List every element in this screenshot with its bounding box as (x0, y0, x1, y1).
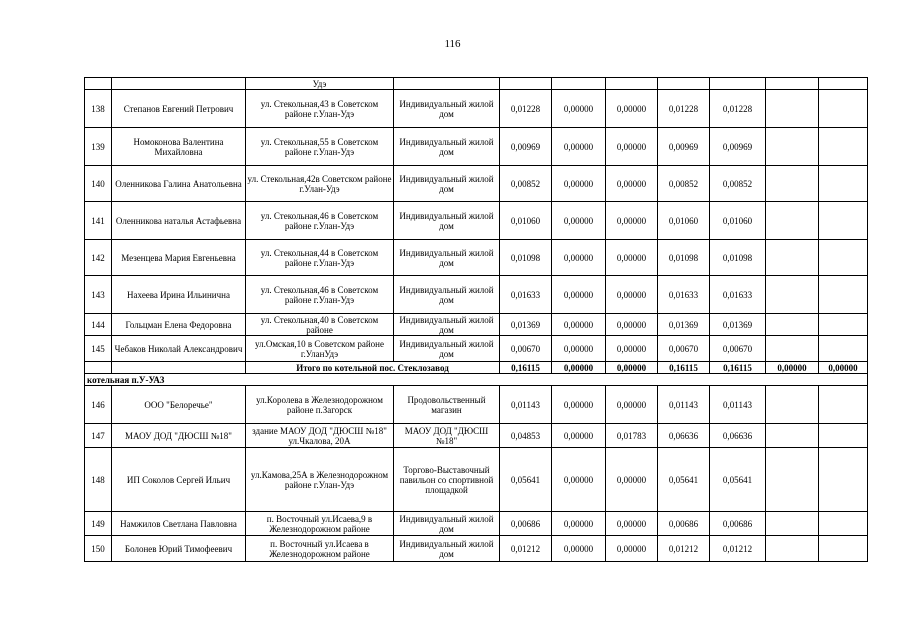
value-v1: 0,01060 (500, 202, 552, 240)
data-table (84, 77, 868, 562)
value-v2: 0,00000 (552, 512, 606, 536)
value-v4: 0,01098 (658, 240, 710, 276)
value-v5: 0,01228 (710, 90, 766, 128)
value-v4: 0,01143 (658, 386, 710, 424)
empty-cell-6 (766, 202, 819, 240)
total-v3: 0,00000 (606, 362, 658, 374)
value-v2: 0,00000 (552, 386, 606, 424)
table-row (85, 386, 868, 424)
row-number: 142 (85, 240, 112, 276)
owner-name: Оленникова Галина Анатольевна (112, 166, 246, 202)
value-v2: 0,00000 (552, 276, 606, 314)
value-v3: 0,00000 (606, 276, 658, 314)
address-cell: п. Восточный ул.Исаева,9 в Железнодорожном районе (246, 512, 394, 536)
owner-name: Гольцман Елена Федоровна (112, 314, 246, 336)
owner-name: Нахеева Ирина Ильинична (112, 276, 246, 314)
value-v2: 0,00000 (552, 202, 606, 240)
empty-cell-7 (819, 512, 868, 536)
value-v2: 0,00000 (552, 448, 606, 512)
empty-cell-6 (766, 512, 819, 536)
value-v1: 0,00686 (500, 512, 552, 536)
object-type: МАОУ ДОД "ДЮСШ №18" (394, 424, 500, 448)
table-row (85, 424, 868, 448)
value-v4: 0,00852 (658, 166, 710, 202)
value-v5: 0,01098 (710, 240, 766, 276)
object-type: Торгово-Выставочный павильон со спортивной площадкой (394, 448, 500, 512)
empty-cell-7 (819, 314, 868, 336)
page-number: 116 (444, 38, 461, 50)
table-row (85, 166, 868, 202)
total-v2: 0,00000 (552, 362, 606, 374)
value-v3: 0,01783 (606, 424, 658, 448)
address-cell: здание МАОУ ДОД "ДЮСШ №18" ул.Чкалова, 20А (246, 424, 394, 448)
object-type: Индивидуальный жилой дом (394, 202, 500, 240)
total-v5: 0,16115 (710, 362, 766, 374)
value-v2: 0,00000 (552, 240, 606, 276)
address-cell: ул. Стекольная,40 в Советском районе (246, 314, 394, 336)
total-v4: 0,16115 (658, 362, 710, 374)
empty-cell-6 (766, 240, 819, 276)
owner-name: Оленникова наталья Астафьевна (112, 202, 246, 240)
object-type: Индивидуальный жилой дом (394, 536, 500, 562)
value-v1: 0,04853 (500, 424, 552, 448)
empty-cell-7 (819, 336, 868, 362)
owner-name: Мезенцева Мария Евгеньевна (112, 240, 246, 276)
row-number: 143 (85, 276, 112, 314)
value-v1: 0,01633 (500, 276, 552, 314)
empty-cell-6 (766, 536, 819, 562)
object-type: Индивидуальный жилой дом (394, 90, 500, 128)
value-v3: 0,00000 (606, 536, 658, 562)
section-label: котельная п.У-УАЗ (85, 374, 868, 386)
row-number: 139 (85, 128, 112, 166)
row-number: 148 (85, 448, 112, 512)
value-v3: 0,00000 (606, 314, 658, 336)
table-row (85, 90, 868, 128)
object-type: Индивидуальный жилой дом (394, 512, 500, 536)
value-v3: 0,00000 (606, 448, 658, 512)
value-v2: 0,00000 (552, 128, 606, 166)
address-cell: ул.Королева в Железнодорожном районе п.Загорск (246, 386, 394, 424)
object-type: Продовольственный магазин (394, 386, 500, 424)
value-v4: 0,01633 (658, 276, 710, 314)
section-header (85, 374, 868, 386)
address-cell: ул. Стекольная,46 в Советском районе г.Улан-Удэ (246, 202, 394, 240)
empty-cell-6 (766, 90, 819, 128)
value-v5: 0,01143 (710, 386, 766, 424)
table-row (85, 536, 868, 562)
total-v1: 0,16115 (500, 362, 552, 374)
total-label: Итого по котельной пос. Стеклозавод (246, 362, 500, 374)
address-cell: ул. Стекольная,46 в Советском районе г.Улан-Удэ (246, 276, 394, 314)
table-row (85, 336, 868, 362)
value-v1: 0,01143 (500, 386, 552, 424)
value-v5: 0,00969 (710, 128, 766, 166)
empty-cell-7 (819, 166, 868, 202)
row-number: 140 (85, 166, 112, 202)
object-type: Индивидуальный жилой дом (394, 314, 500, 336)
value-v3: 0,00000 (606, 386, 658, 424)
empty-cell-7 (819, 448, 868, 512)
owner-name: МАОУ ДОД "ДЮСШ №18" (112, 424, 246, 448)
address-cell: ул. Стекольная,55 в Советском районе г.Улан-Удэ (246, 128, 394, 166)
value-v4: 0,00670 (658, 336, 710, 362)
value-v2: 0,00000 (552, 314, 606, 336)
empty-cell (85, 362, 112, 374)
empty-cell-7 (819, 202, 868, 240)
empty-cell-7 (819, 90, 868, 128)
value-v3: 0,00000 (606, 336, 658, 362)
owner-name: Номоконова Валентина Михайловна (112, 128, 246, 166)
address-cell: ул.Омская,10 в Советском районе г.УланУдэ (246, 336, 394, 362)
value-v5: 0,01369 (710, 314, 766, 336)
value-v4: 0,01060 (658, 202, 710, 240)
row-number: 138 (85, 90, 112, 128)
table-row (85, 78, 868, 90)
empty-cell-7 (819, 128, 868, 166)
address-cell: ул. Стекольная,43 в Советском районе г.Улан-Удэ (246, 90, 394, 128)
value-v5: 0,05641 (710, 448, 766, 512)
row-number: 146 (85, 386, 112, 424)
row-number: 150 (85, 536, 112, 562)
empty-cell-6 (766, 314, 819, 336)
value-v4: 0,06636 (658, 424, 710, 448)
value-v5: 0,01633 (710, 276, 766, 314)
total-row (85, 362, 868, 374)
value-v3: 0,00000 (606, 166, 658, 202)
empty-cell-7 (819, 240, 868, 276)
empty-cell-6 (766, 424, 819, 448)
row-number: 149 (85, 512, 112, 536)
row-number: 147 (85, 424, 112, 448)
address-cell: ул.Камова,25А в Железнодорожном районе г.Улан-Удэ (246, 448, 394, 512)
empty-cell-6 (766, 336, 819, 362)
object-type: Индивидуальный жилой дом (394, 128, 500, 166)
address-cell: п. Восточный ул.Исаева в Железнодорожном районе (246, 536, 394, 562)
value-v4: 0,01228 (658, 90, 710, 128)
total-v7: 0,00000 (819, 362, 868, 374)
total-v6: 0,00000 (766, 362, 819, 374)
table-row (85, 448, 868, 512)
table-row (85, 202, 868, 240)
owner-name: Степанов Евгений Петрович (112, 90, 246, 128)
value-v1: 0,01212 (500, 536, 552, 562)
owner-name: ИП Соколов Сергей Ильич (112, 448, 246, 512)
value-v5: 0,01060 (710, 202, 766, 240)
value-v4: 0,05641 (658, 448, 710, 512)
owner-name: Намжилов Светлана Павловна (112, 512, 246, 536)
address-cell: Удэ (246, 78, 394, 90)
owner-name: Болонев Юрий Тимофеевич (112, 536, 246, 562)
value-v5: 0,06636 (710, 424, 766, 448)
table-row (85, 240, 868, 276)
value-v5: 0,00852 (710, 166, 766, 202)
value-v5: 0,01212 (710, 536, 766, 562)
object-type: Индивидуальный жилой дом (394, 240, 500, 276)
row-number: 144 (85, 314, 112, 336)
table-row (85, 512, 868, 536)
empty-cell (112, 362, 246, 374)
empty-cell-6 (766, 128, 819, 166)
value-v5: 0,00670 (710, 336, 766, 362)
row-number: 141 (85, 202, 112, 240)
value-v4: 0,01369 (658, 314, 710, 336)
value-v2: 0,00000 (552, 424, 606, 448)
row-number: 145 (85, 336, 112, 362)
value-v1: 0,01369 (500, 314, 552, 336)
value-v1: 0,01098 (500, 240, 552, 276)
owner-name: ООО "Белоречье" (112, 386, 246, 424)
value-v1: 0,00670 (500, 336, 552, 362)
value-v2: 0,00000 (552, 536, 606, 562)
value-v3: 0,00000 (606, 240, 658, 276)
object-type: Индивидуальный жилой дом (394, 276, 500, 314)
table-row (85, 128, 868, 166)
owner-name: Чебаков Николай Александрович (112, 336, 246, 362)
empty-cell-6 (766, 166, 819, 202)
value-v3: 0,00000 (606, 128, 658, 166)
value-v1: 0,05641 (500, 448, 552, 512)
value-v4: 0,01212 (658, 536, 710, 562)
value-v3: 0,00000 (606, 202, 658, 240)
value-v2: 0,00000 (552, 166, 606, 202)
value-v5: 0,00686 (710, 512, 766, 536)
empty-cell-7 (819, 386, 868, 424)
value-v4: 0,00969 (658, 128, 710, 166)
value-v1: 0,00969 (500, 128, 552, 166)
address-cell: ул. Стекольная,44 в Советском районе г.Улан-Удэ (246, 240, 394, 276)
table-row (85, 314, 868, 336)
value-v2: 0,00000 (552, 90, 606, 128)
empty-cell-6 (766, 276, 819, 314)
empty-cell-6 (766, 386, 819, 424)
value-v2: 0,00000 (552, 336, 606, 362)
empty-cell-7 (819, 424, 868, 448)
empty-cell-6 (766, 448, 819, 512)
value-v3: 0,00000 (606, 90, 658, 128)
empty-cell-7 (819, 536, 868, 562)
table-row (85, 276, 868, 314)
address-cell: ул. Стекольная,42в Советском районе г.Улан-Удэ (246, 166, 394, 202)
value-v1: 0,01228 (500, 90, 552, 128)
empty-cell-7 (819, 276, 868, 314)
value-v3: 0,00000 (606, 512, 658, 536)
value-v1: 0,00852 (500, 166, 552, 202)
value-v4: 0,00686 (658, 512, 710, 536)
object-type: Индивидуальный жилой дом (394, 336, 500, 362)
object-type: Индивидуальный жилой дом (394, 166, 500, 202)
